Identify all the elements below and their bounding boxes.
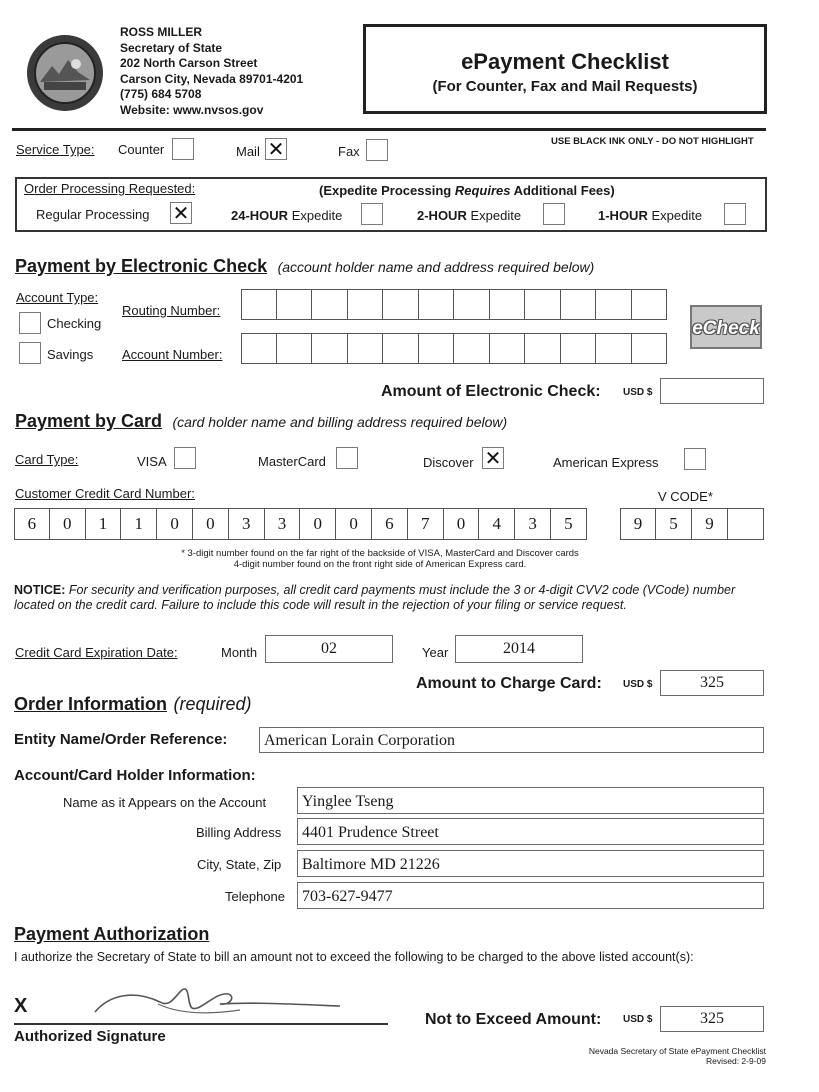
card-number-digit[interactable]: 0 [444, 508, 480, 540]
card-number-label: Customer Credit Card Number: [15, 486, 195, 501]
checking-label: Checking [47, 316, 102, 331]
billing-address-field[interactable]: 4401 Prudence Street [297, 818, 764, 845]
header-contact [120, 25, 303, 118]
order-required: (required) [173, 694, 252, 714]
card-heading-note: (card holder name and billing address required below) [172, 414, 508, 430]
echeck-heading-note: (account holder name and address required below) [277, 259, 595, 275]
signature-area[interactable] [40, 982, 390, 1026]
account-number-cell[interactable] [277, 333, 313, 364]
card-number-digit[interactable]: 1 [86, 508, 122, 540]
security-notice [14, 583, 774, 612]
echeck-heading: Payment by Electronic Check [15, 256, 268, 276]
title-box [363, 24, 767, 114]
card-number-digit[interactable]: 1 [121, 508, 157, 540]
vcode-footnote-line2: 4-digit number found on the front right side of American Express card. [233, 559, 527, 570]
account-number-cell[interactable] [490, 333, 526, 364]
not-exceed-currency: USD $ [623, 1014, 653, 1025]
card-number-digit[interactable]: 0 [336, 508, 372, 540]
service-fax-checkbox[interactable] [366, 139, 388, 161]
expedite-2-bold: 2-HOUR [417, 208, 467, 223]
routing-number-cell[interactable] [454, 289, 490, 320]
echeck-heading-row [15, 256, 594, 277]
service-type-label: Service Type: [16, 142, 95, 157]
vcode-footnote [140, 548, 620, 570]
card-number-digit[interactable]: 5 [551, 508, 587, 540]
routing-number-cell[interactable] [596, 289, 632, 320]
charge-amount-field[interactable]: 325 [660, 670, 764, 696]
expedite-1-word: Expedite [651, 208, 703, 223]
exp-month-field[interactable]: 02 [265, 635, 393, 663]
routing-number-cell[interactable] [561, 289, 597, 320]
expedite-24-bold: 24-HOUR [231, 208, 289, 223]
order-heading: Order Information [14, 694, 168, 714]
expedite-2-label [417, 208, 521, 223]
routing-number-label: Routing Number: [122, 303, 221, 318]
card-heading: Payment by Card [15, 411, 163, 431]
account-number-cell[interactable] [419, 333, 455, 364]
not-exceed-label: Not to Exceed Amount: [425, 1011, 602, 1028]
service-mail-label: Mail [236, 144, 260, 159]
account-number-cell[interactable] [383, 333, 419, 364]
checking-checkbox[interactable] [19, 312, 41, 334]
expedite-1-label [598, 208, 702, 223]
office-address-line2: Carson City, Nevada 89701-4201 [120, 71, 304, 86]
secretary-name: ROSS MILLER [120, 25, 203, 39]
city-state-zip-field[interactable]: Baltimore MD 21226 [297, 850, 764, 877]
processing-note [319, 183, 615, 198]
discover-checkbox[interactable]: ✕ [482, 447, 504, 469]
holder-name-field[interactable]: Yinglee Tseng [297, 787, 764, 814]
card-heading-row [15, 411, 507, 432]
card-number-digit[interactable]: 0 [50, 508, 86, 540]
office-website: Website: www.nvsos.gov [120, 102, 264, 117]
routing-number-cell[interactable] [383, 289, 419, 320]
card-number-digit[interactable]: 0 [193, 508, 229, 540]
state-seal [26, 34, 104, 112]
expiration-label: Credit Card Expiration Date: [15, 645, 178, 660]
regular-processing-label: Regular Processing [36, 207, 150, 222]
mastercard-label: MasterCard [258, 454, 326, 469]
charge-amount-label: Amount to Charge Card: [416, 675, 602, 692]
notice-text: For security and verification purposes, all credit card payments must include the 3 or 4-digit CVV2 code (VCode) number located on the credit card. Failure to include this code will result in the rejection of your filing or service request. [14, 583, 736, 612]
account-type-label: Account Type: [16, 290, 99, 305]
page-title: ePayment Checklist [461, 49, 669, 74]
service-fax-label: Fax [338, 144, 360, 159]
exp-year-label: Year [422, 645, 449, 660]
exp-year-field[interactable]: 2014 [455, 635, 583, 663]
routing-number-cell[interactable] [525, 289, 561, 320]
header-rule [12, 128, 766, 131]
account-number-label: Account Number: [122, 347, 223, 362]
card-number-digit[interactable]: 0 [157, 508, 193, 540]
ink-notice: USE BLACK INK ONLY - DO NOT HIGHLIGHT [551, 136, 754, 147]
charge-currency: USD $ [623, 679, 653, 690]
vcode-digit[interactable]: 5 [656, 508, 692, 540]
account-number-cell[interactable] [632, 333, 668, 364]
not-exceed-field[interactable]: 325 [660, 1006, 764, 1032]
secretary-office: Secretary of State [120, 40, 223, 55]
echeck-amount-label: Amount of Electronic Check: [381, 383, 601, 400]
echeck-currency: USD $ [623, 387, 653, 398]
amex-label: American Express [553, 455, 659, 470]
routing-number-cell[interactable] [490, 289, 526, 320]
processing-note-pre: (Expedite Processing [319, 183, 455, 198]
card-number-digit[interactable]: 4 [479, 508, 515, 540]
account-number-cell[interactable] [348, 333, 384, 364]
billing-address-label: Billing Address [196, 825, 282, 840]
discover-label: Discover [423, 455, 474, 470]
expedite-24-checkbox[interactable] [361, 203, 383, 225]
order-heading-row [14, 694, 252, 715]
expedite-1-bold: 1-HOUR [598, 208, 648, 223]
office-address-line1: 202 North Carson Street [120, 56, 258, 70]
account-number-cell[interactable] [561, 333, 597, 364]
processing-label: Order Processing Requested: [24, 181, 196, 196]
account-number-cell[interactable] [454, 333, 490, 364]
vcode-label: V CODE* [658, 489, 713, 504]
card-number-digit[interactable]: 3 [515, 508, 551, 540]
account-number-cell[interactable] [596, 333, 632, 364]
entity-field[interactable]: American Lorain Corporation [259, 727, 764, 753]
expedite-2-checkbox[interactable] [543, 203, 565, 225]
vcode-digit[interactable]: 9 [692, 508, 728, 540]
telephone-label: Telephone [225, 889, 285, 904]
routing-number-cell[interactable] [632, 289, 668, 320]
signature-line [14, 1023, 388, 1025]
vcode-digit[interactable] [728, 508, 764, 540]
card-number-digit[interactable]: 7 [408, 508, 444, 540]
echeck-logo [690, 305, 762, 349]
footer-line2: Revised: 2-9-09 [705, 1056, 766, 1066]
processing-note-post: Additional Fees) [510, 183, 615, 198]
visa-checkbox[interactable] [174, 447, 196, 469]
account-number-cell[interactable] [525, 333, 561, 364]
notice-label: NOTICE: [14, 583, 66, 597]
card-number-digit[interactable]: 6 [372, 508, 408, 540]
routing-number-cell[interactable] [348, 289, 384, 320]
footer-line1: Nevada Secretary of State ePayment Checklist [588, 1046, 766, 1056]
card-type-label: Card Type: [15, 452, 79, 467]
routing-number-cell[interactable] [419, 289, 455, 320]
footer [589, 1046, 766, 1066]
office-phone: (775) 684 5708 [120, 87, 202, 101]
signature-x-mark: X [14, 995, 28, 1017]
vcode-footnote-line1: * 3-digit number found on the far right of the backside of VISA, MasterCard and Discover cards [181, 548, 579, 559]
account-number-cell[interactable] [312, 333, 348, 364]
expedite-24-word: Expedite [291, 208, 343, 223]
service-mail-checkbox[interactable]: ✕ [265, 138, 287, 160]
service-counter-label: Counter [118, 142, 165, 157]
holder-name-label: Name as it Appears on the Account [63, 795, 267, 810]
processing-note-em: Requires [454, 183, 511, 198]
mastercard-checkbox[interactable] [336, 447, 358, 469]
expedite-2-word: Expedite [470, 208, 522, 223]
vcode-digit[interactable]: 9 [620, 508, 656, 540]
authorization-text: I authorize the Secretary of State to bill an amount not to exceed the following to be charged to the above listed account(s): [14, 950, 694, 964]
echeck-amount-field[interactable] [660, 378, 764, 404]
account-number-cell[interactable] [241, 333, 277, 364]
exp-month-label: Month [221, 645, 258, 660]
service-counter-checkbox[interactable] [172, 138, 194, 160]
city-state-zip-label: City, State, Zip [197, 857, 282, 872]
card-number-digit[interactable]: 3 [265, 508, 301, 540]
regular-processing-checkbox[interactable]: ✕ [170, 202, 192, 224]
routing-number-cell[interactable] [277, 289, 313, 320]
entity-label: Entity Name/Order Reference: [14, 731, 228, 748]
telephone-field[interactable]: 703-627-9477 [297, 882, 764, 909]
authorization-heading: Payment Authorization [14, 924, 210, 944]
holder-heading: Account/Card Holder Information: [14, 767, 256, 784]
card-number-digit[interactable]: 3 [229, 508, 265, 540]
routing-number-cell[interactable] [312, 289, 348, 320]
amex-checkbox[interactable] [684, 448, 706, 470]
visa-label: VISA [137, 454, 167, 469]
signature-label: Authorized Signature [14, 1028, 166, 1045]
expedite-24-label [231, 208, 342, 223]
page-subtitle: (For Counter, Fax and Mail Requests) [432, 78, 698, 95]
card-number-digit[interactable]: 0 [300, 508, 336, 540]
routing-number-cell[interactable] [241, 289, 277, 320]
savings-checkbox[interactable] [19, 342, 41, 364]
card-number-digit[interactable]: 6 [14, 508, 50, 540]
echeck-logo-text: eCheck [692, 318, 760, 339]
expedite-1-checkbox[interactable] [724, 203, 746, 225]
savings-label: Savings [47, 347, 94, 362]
